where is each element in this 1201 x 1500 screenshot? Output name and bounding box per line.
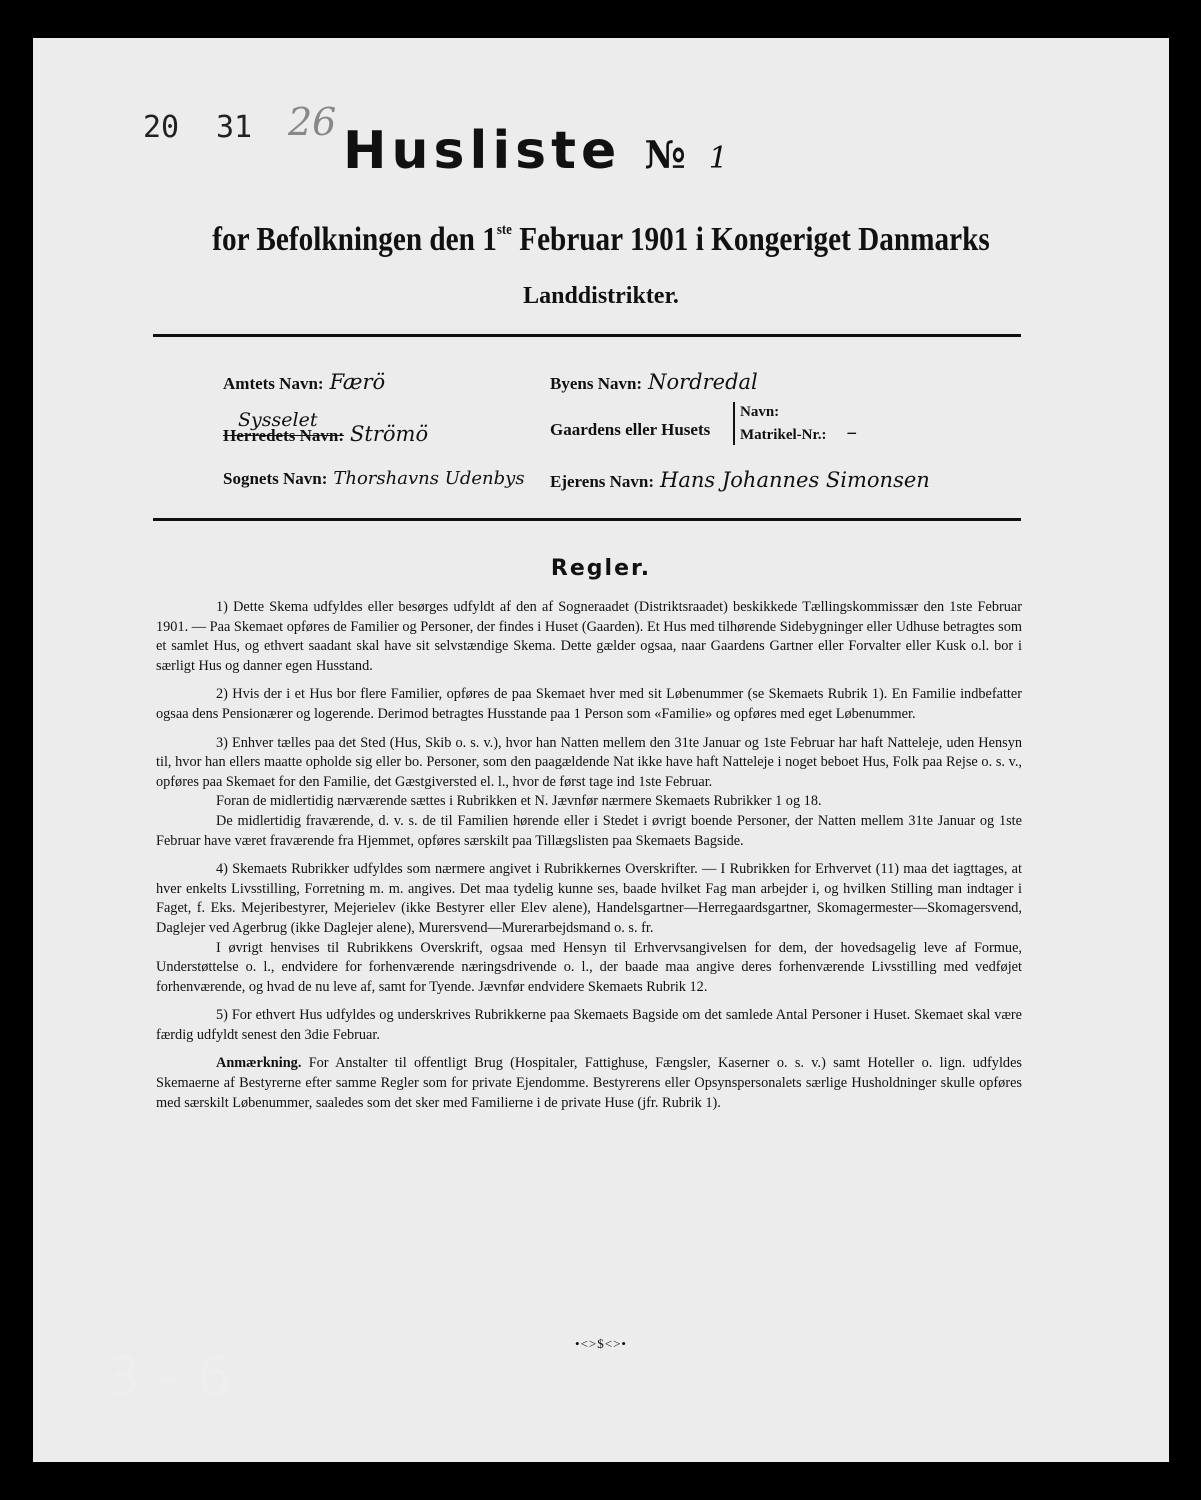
number-symbol: № [644,132,686,177]
herred-value: Strömö [350,422,429,446]
herred-correction: Sysselet [238,409,318,431]
subtitle-sup: ste [496,222,512,238]
rule-4b: I øvrigt henvises til Rubrikkens Overskrift, ogsaa med Hensyn til Erhvervsangivelsen for dem, der hovedsagelig leve af Formue, Understøttelse o. l., endvidere for forhenværende næringsdrivende o. l., der baade maa angive deres forhenværende Livsstilling med vedføjet forhenværende, og hvad de nu leve af, samt for Tyende. Jævnfør endvidere Skemaets Rubrik 12. [156,939,1022,995]
handwritten-note: 3 - 6 [105,1345,233,1410]
subtitle-pre: for Befolkningen den 1 [212,221,497,258]
archive-number-2: 31 [216,110,253,145]
rule-4a: 4) Skemaets Rubrikker udfyldes som nærmere angivet i Rubrikkernes Overskrifter. — I Rubrikken for Erhvervet (11) maa det iagttages, at hver enkelts Livsstilling, Forretning m. m. angives. Det maa tydelig kunne ses, baade hvilket Fag man arbejder i, og hvilken Stilling man indtager i Faget, f. Eks. Mejeribestyrer, Mejerielev (ikke Bestyrer eller Elev alene), Handelsgartner—Herregaardsgartner, Skomagermester—Skomagersvend, Daglejer ved Agerbrug (ikke Daglejer alene), Murersvend—Murerarbejdsmand o. s. fr. [156,861,1022,936]
annotation [156,1054,1022,1113]
amt-field [223,370,385,394]
annotation-label: Anmærkning. [216,1055,302,1072]
amt-value: Færö [329,370,386,394]
gaard-matr-value: – [846,420,857,444]
by-value: Nordredal [648,370,758,394]
ejer-field [550,468,930,492]
form-title [343,121,733,181]
rules-body [156,598,1022,1122]
rule-3a: 3) Enhver tælles paa det Sted (Hus, Skib o. s. v.), hvor han Natten mellem den 31te Januar og 1ste Februar har haft Natteleje, uden Hensyn til, hvor han ellers maatte opholde sig eller bo. Personer, som den paagældende Nat ikke have haft Natteleje i noget beboet Hus, Folk paa Rejse o. s. v., opføres paa Skemaet for den Familie, det Gæstgiversted el. l., hvor de først tage ind 1ste Februar. [156,734,1022,790]
rules-heading: Regler. [550,556,652,581]
gaard-brace [733,402,857,445]
sogn-label: Sognets Navn: [223,469,328,488]
annotation-text: For Anstalter til offentligt Brug (Hospitaler, Fattighuse, Fængsler, Kaserner o. s. v.) samt Hoteller o. lign. udfyldes Skemaerne af Bestyrerne efter samme Regler som for private Ejendomme. Bestyrerens eller Opsynspersonalets særlige Husholdninger skulle opføres med særskilt Løbenummer, saaledes som det sker med Familierne i de private Huse (jfr. Rubrik 1). [156,1055,1022,1111]
by-label: Byens Navn: [550,374,643,393]
pencil-number: 26 [288,100,337,144]
by-field [550,370,758,394]
ejer-value: Hans Johannes Simonsen [660,468,930,492]
census-form-page [33,38,1169,1462]
sogn-value: Thorshavns Udenbys [333,468,525,489]
rule-3c: De midlertidig fraværende, d. v. s. de til Familien hørende eller i Stedet i øvrigt boende Personer, der Natten mellem 31te Januar og 1ste Februar have været fraværende fra Hjemmet, opføres særskilt paa Tillægslisten paa Skemaets Bagside. [156,812,1022,849]
gaard-navn-label: Navn: [740,404,780,420]
title-text: Husliste [343,121,622,181]
district-heading: Landdistrikter. [523,283,679,309]
subtitle-post: Februar 1901 i Kongeriget Danmarks [511,221,990,258]
amt-label: Amtets Navn: [223,374,324,393]
rule-1: 1) Dette Skema udfyldes eller besørges udfyldt af den af Sogneraadet (Distriktsraadet) beskikkede Tællingskommissær den 1ste Februar 1901. — Paa Skemaet opføres de Familier og Personer, der findes i Huset (Gaarden). Et Hus med tilhørende Sidebygninger eller Udhuse betragtes som et samlet Hus, og ethvert saadant skal have sit selvstændige Skema. Dette gælder ogsaa, naar Gaardens Gartner eller Forvalter eller Kusk o.l. bor i særligt Hus og danner egen Husstand. [156,599,1022,674]
herred-label: Herredets Navn: [223,426,345,445]
gaard-label: Gaardens eller Husets [550,420,711,439]
ejer-label: Ejerens Navn: [550,472,655,491]
ornament-divider: •<>$<>• [575,1336,627,1351]
rule-2: 2) Hvis der i et Hus bor flere Familier, opføres de paa Skemaet hver med sit Løbenummer (se Skemaets Rubrik 1). En Familie indbefatter ogsaa dens Pensionærer og logerende. Derimod betragtes Husstande paa 1 Person som «Familie» og opføres med eget Løbenummer. [156,686,1022,722]
top-divider [153,334,1021,337]
rule-5: 5) For ethvert Hus udfyldes og underskrives Rubrikkerne paa Skemaets Bagside om det samlede Antal Personer i Huset. Skemaet skal være færdig udfyldt senest den 3die Februar. [156,1007,1022,1043]
archive-number-1: 20 [143,110,180,145]
house-number: 1 [708,141,733,176]
gaard-matr-label: Matrikel-Nr.: [740,427,827,443]
form-subtitle [113,221,1090,259]
sogn-field [223,468,525,489]
rule-3b: Foran de midlertidig nærværende sættes i Rubrikken et N. Jævnfør nærmere Skemaets Rubrikker 1 og 18. [216,793,822,810]
bottom-divider [153,518,1021,521]
herred-field [223,422,428,446]
